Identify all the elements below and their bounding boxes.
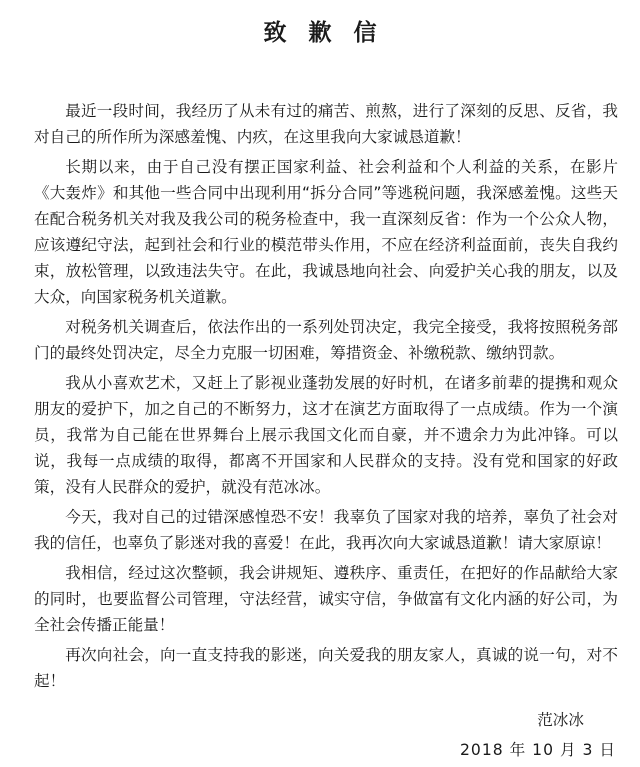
paragraph-7: 再次向社会，向一直支持我的影迷，向关爱我的朋友家人，真诚的说一句，对不起！: [34, 646, 618, 690]
signature: 范冰冰: [537, 711, 584, 729]
paragraph-1: 最近一段时间，我经历了从未有过的痛苦、煎熬，进行了深刻的反思、反省，我对自己的所作所为深感羞愧、内疚，在这里我向大家诚恳道歉！: [34, 102, 618, 146]
paragraph-2: 长期以来，由于自己没有摆正国家利益、社会利益和个人利益的关系，在影片《大轰炸》和其他一些合同中出现利用“拆分合同”等逃税问题，我深感羞愧。这些天在配合税务机关对我及我公司的税务检查中，我一直深刻反省：作为一个公众人物，应该遵纪守法，起到社会和行业的模范带头作用，不应在经济利益面前，丧失自我约束，放松管理，以致违法失守。在此，我诚恳地向社会、向爱护关心我的朋友，以及大众，向国家税务机关道歉。: [34, 158, 618, 306]
letter-date: 2018 年 10 月 3 日: [459, 741, 616, 759]
paragraph-5: 今天，我对自己的过错深感惶恐不安！我辜负了国家对我的培养，辜负了社会对我的信任，也辜负了影迷对我的喜爱！在此，我再次向大家诚恳道歉！请大家原谅！: [34, 508, 618, 552]
letter-title: 致歉信: [263, 20, 399, 46]
paragraph-6: 我相信，经过这次整顿，我会讲规矩、遵秩序、重责任，在把好的作品献给大家的同时，也要监督公司管理，守法经营，诚实守信，争做富有文化内涵的好公司，为全社会传播正能量！: [34, 564, 618, 634]
paragraph-4: 我从小喜欢艺术，又赶上了影视业蓬勃发展的好时机，在诸多前辈的提携和观众朋友的爱护下，加之自己的不断努力，这才在演艺方面取得了一点成绩。作为一个演员，我常为自己能在世界舞台上展示我国文化而自豪，并不遗余力为此冲锋。可以说，我每一点成绩的取得，都离不开国家和人民群众的支持。没有党和国家的好政策，没有人民群众的爱护，就没有范冰冰。: [34, 374, 618, 496]
paragraph-3: 对税务机关调查后，依法作出的一系列处罚决定，我完全接受，我将按照税务部门的最终处罚决定，尽全力克服一切困难，筹措资金、补缴税款、缴纳罚款。: [34, 318, 618, 362]
letter-body: [34, 98, 618, 698]
